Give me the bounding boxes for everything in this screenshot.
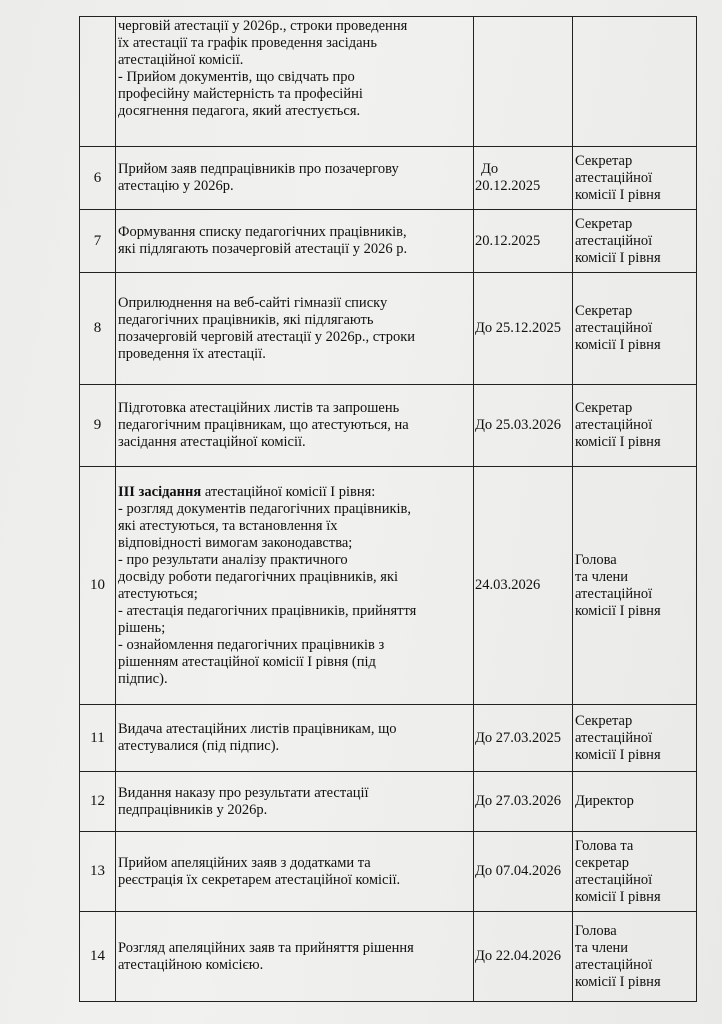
date-line: До 22.04.2026 [475, 948, 562, 964]
resp-line: Голова [575, 551, 617, 568]
cell-num: 12 [80, 772, 116, 832]
cell-responsible [573, 17, 697, 147]
resp-line: та члени [575, 939, 629, 956]
task-line: педагогічним працівникам, що атестуються, на [118, 417, 409, 433]
cell-date [474, 147, 573, 210]
cell-task [116, 17, 474, 147]
table-row [80, 210, 697, 273]
cell-task [116, 385, 474, 467]
task-line: Підготовка атестаційних листів та запрошень [118, 400, 400, 416]
resp-line: секретар [575, 854, 629, 871]
date-line: 20.12.2025 [475, 178, 541, 194]
resp-line: атестаційної [575, 169, 653, 186]
task-line: - атестація педагогічних працівників, прийняття [118, 602, 417, 619]
resp-line: атестаційної [575, 956, 653, 973]
resp-line: Секретар [575, 400, 633, 416]
cell-responsible [573, 147, 697, 210]
cell-task [116, 147, 474, 210]
cell-date [474, 912, 573, 1002]
cell-num: 6 [80, 147, 116, 210]
cell-date [474, 385, 573, 467]
date-line: До [481, 161, 499, 177]
table-row [80, 832, 697, 912]
cell-num: 11 [80, 705, 116, 772]
cell-task [116, 467, 474, 705]
task-line: - ознайомлення педагогічних працівників з [118, 636, 385, 653]
task-line: - розгляд документів педагогічних працівників, [118, 500, 411, 517]
cell-date [474, 705, 573, 772]
cell-task [116, 912, 474, 1002]
resp-line: Секретар [575, 215, 633, 232]
table-row [80, 273, 697, 385]
task-line: професійну майстерність та професійні [118, 86, 363, 102]
resp-line: атестаційної [575, 729, 653, 746]
task-line: - Прийом документів, що свідчать про [118, 69, 355, 85]
table-row [80, 912, 697, 1002]
resp-line: атестаційної [575, 320, 653, 336]
task-line: атестуються; [118, 585, 198, 602]
cell-date [474, 210, 573, 273]
cell-task [116, 705, 474, 772]
date-line: До 25.03.2026 [475, 417, 562, 433]
resp-line: Секретар [575, 712, 633, 729]
task-line: які підлягають позачерговій атестації у 2026 р. [118, 241, 408, 257]
date-line: 24.03.2026 [475, 577, 541, 593]
cell-num: 13 [80, 832, 116, 912]
task-line: відповідності вимогам законодавства; [118, 534, 353, 551]
table-row [80, 705, 697, 772]
date-line: До 27.03.2026 [475, 793, 562, 809]
cell-responsible [573, 210, 697, 273]
cell-responsible [573, 772, 697, 832]
cell-date [474, 273, 573, 385]
cell-num: 8 [80, 273, 116, 385]
task-line: які атестуються, та встановлення їх [118, 517, 338, 534]
cell-responsible [573, 385, 697, 467]
task-line: рішень; [118, 619, 166, 636]
cell-responsible [573, 467, 697, 705]
resp-line: комісії І рівня [575, 337, 661, 353]
session-title-rest: атестаційної комісії І рівня: [201, 483, 376, 500]
task-line: позачерговій черговій атестації у 2026р., строки [118, 328, 416, 345]
cell-task [116, 210, 474, 273]
cell-responsible [573, 832, 697, 912]
cell-task [116, 772, 474, 832]
cell-num: 10 [80, 467, 116, 705]
cell-task [116, 832, 474, 912]
task-line: досвіду роботи педагогічних працівників, які [118, 568, 399, 585]
resp-line: комісії І рівня [575, 888, 661, 905]
table-row-continued [80, 17, 697, 147]
cell-num [80, 17, 116, 147]
cell-date [474, 772, 573, 832]
task-heading [118, 484, 471, 501]
cell-num: 7 [80, 210, 116, 273]
task-line: атестувалися (під підпис). [118, 738, 280, 754]
task-line: атестацію у 2026р. [118, 178, 234, 194]
resp-line: комісії І рівня [575, 249, 661, 266]
date-line: До 27.03.2025 [475, 729, 562, 746]
task-line: Видача атестаційних листів працівникам, що [118, 721, 397, 737]
task-line: - про результати аналізу практичного [118, 551, 348, 568]
task-line: їх атестації та графік проведення засідань [118, 35, 377, 51]
task-line: Формування списку педагогічних працівників, [118, 224, 407, 240]
cell-responsible [573, 273, 697, 385]
resp-line: комісії І рівня [575, 973, 661, 990]
task-line: атестаційною комісією. [118, 956, 264, 973]
date-line: До 07.04.2026 [475, 863, 562, 879]
table-row [80, 467, 697, 705]
task-line: реєстрація їх секретарем атестаційної комісії. [118, 871, 401, 888]
cell-date [474, 467, 573, 705]
task-line: педпрацівників у 2026р. [118, 801, 268, 818]
resp-line: комісії І рівня [575, 434, 661, 450]
task-line: Видання наказу про результати атестації [118, 784, 369, 801]
resp-line: Директор [575, 793, 634, 809]
cell-responsible [573, 705, 697, 772]
resp-line: атестаційної [575, 232, 653, 249]
task-line: атестаційної комісії. [118, 52, 244, 68]
cell-responsible [573, 912, 697, 1002]
resp-line: атестаційної [575, 417, 653, 433]
task-line: педагогічних працівників, які підлягають [118, 311, 374, 328]
session-title: ІІІ засідання [118, 483, 202, 500]
resp-line: Секретар [575, 303, 633, 319]
cell-date [474, 832, 573, 912]
cell-task [116, 273, 474, 385]
resp-line: та члени [575, 568, 629, 585]
resp-line: атестаційної [575, 871, 653, 888]
task-line: Оприлюднення на веб-сайті гімназії списку [118, 294, 388, 311]
task-line: Розгляд апеляційних заяв та прийняття рішення [118, 939, 414, 956]
resp-line: Голова та [575, 837, 634, 854]
attestation-plan-table [79, 16, 697, 1002]
resp-line: комісії І рівня [575, 746, 661, 763]
task-line: підпис). [118, 670, 168, 687]
table-row [80, 772, 697, 832]
task-line: Прийом апеляційних заяв з додатками та [118, 854, 371, 871]
table-row [80, 385, 697, 467]
date-line: До 25.12.2025 [475, 320, 562, 336]
resp-line: Голова [575, 922, 617, 939]
task-line: засідання атестаційної комісії. [118, 434, 306, 450]
task-line: Прийом заяв педпрацівників про позачергову [118, 161, 399, 177]
cell-num: 14 [80, 912, 116, 1002]
resp-line: комісії І рівня [575, 602, 661, 619]
resp-line: атестаційної [575, 585, 653, 602]
resp-line: Секретар [575, 152, 633, 169]
cell-num: 9 [80, 385, 116, 467]
cell-date [474, 17, 573, 147]
table-row [80, 147, 697, 210]
resp-line: комісії І рівня [575, 186, 661, 203]
task-line: досягнення педагога, який атестується. [118, 103, 361, 119]
date-line: 20.12.2025 [475, 232, 541, 249]
task-line: черговій атестації у 2026р., строки проведення [118, 18, 408, 34]
task-line: рішенням атестаційної комісії І рівня (під [118, 653, 376, 670]
task-line: проведення їх атестації. [118, 345, 266, 362]
